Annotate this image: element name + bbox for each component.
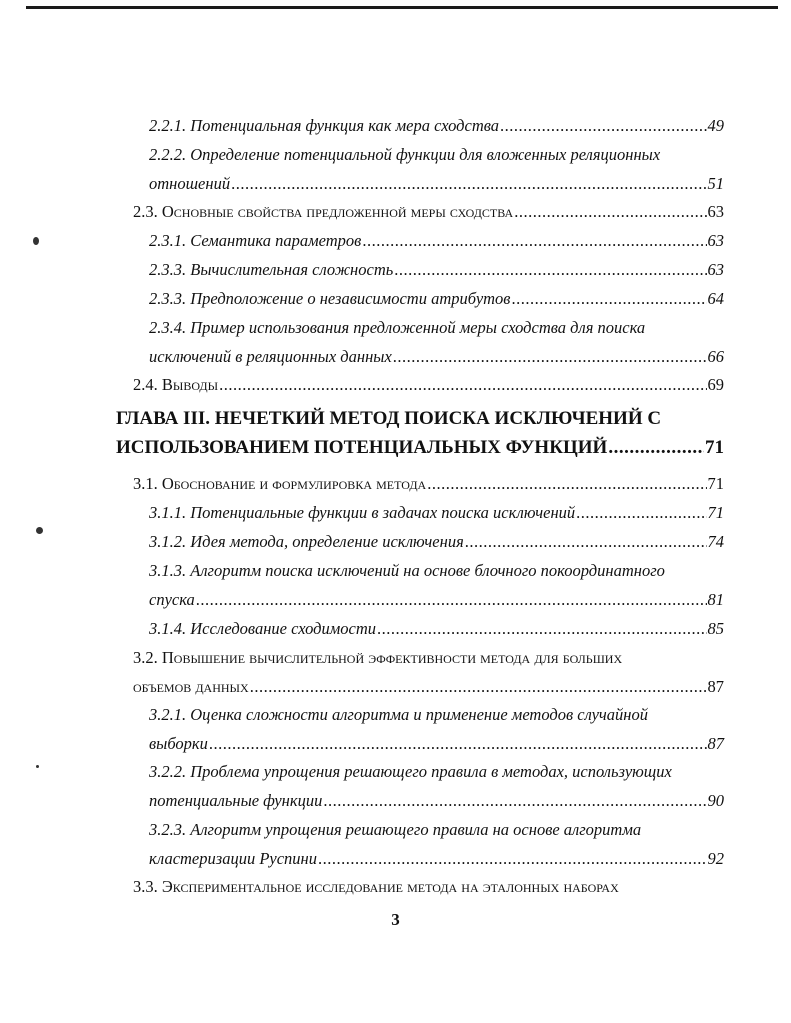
toc-entry-title: 2.3.1. Семантика параметров (149, 231, 362, 250)
toc-entry[interactable] (149, 313, 724, 371)
toc-entry-title: 2.2.1. Потенциальная функция как мера сходства (149, 116, 500, 135)
toc-page-number: 71 (707, 474, 724, 493)
scan-speck (36, 527, 43, 534)
toc-entry-title: 3.2.2. Проблема упрощения решающего правила в методах, использующих (149, 762, 672, 781)
toc-dot-leader (394, 255, 706, 284)
toc-page-number: 64 (707, 289, 724, 308)
toc-dot-leader (318, 844, 707, 873)
toc-chapter-heading[interactable] (116, 404, 724, 462)
toc-page-number: 85 (707, 619, 724, 638)
toc-entry-title: 3.1.4. Исследование сходимости (149, 619, 377, 638)
toc-page-number: 87 (707, 677, 724, 696)
toc-entry[interactable] (133, 643, 724, 701)
toc-entry-title: 3.1.2. Идея метода, определение исключения (149, 532, 464, 551)
toc-entry-title: 2.4. Выводы (133, 375, 219, 394)
toc-dot-leader (511, 284, 706, 313)
toc-entry-title: 3.2.1. Оценка сложности алгоритма и применение методов случайной (149, 705, 648, 724)
toc-entry-title: 3.1. Обоснование и формулировка метода (133, 474, 427, 493)
toc-entry[interactable] (149, 111, 724, 140)
toc-chapter-title-continued: ИСПОЛЬЗОВАНИЕМ ПОТЕНЦИАЛЬНЫХ ФУНКЦИЙ (116, 437, 608, 458)
scan-speck (33, 237, 39, 245)
toc-entry[interactable] (149, 140, 724, 198)
toc-entry[interactable] (149, 527, 724, 556)
toc-entry-title: 2.2.2. Определение потенциальной функции для вложенных реляционных (149, 145, 661, 164)
toc-page-number: 69 (707, 375, 724, 394)
toc-entry-title-continued: выборки (149, 734, 208, 753)
toc-page-number: 49 (707, 116, 724, 135)
toc-page-number: 66 (707, 347, 724, 366)
toc-dot-leader (250, 672, 707, 701)
toc-page-number: 63 (707, 202, 724, 221)
toc-entry-title-continued: объемов данных (133, 677, 249, 696)
toc-entry[interactable] (133, 872, 724, 901)
toc-dot-leader (362, 226, 706, 255)
toc-entry[interactable] (149, 614, 724, 643)
toc-entry-title: 3.2.3. Алгоритм упрощения решающего правила на основе алгоритма (149, 820, 642, 839)
toc-page-number: 63 (707, 231, 724, 250)
toc-dot-leader (196, 585, 707, 614)
toc-dot-leader (576, 498, 706, 527)
scan-speck (36, 765, 39, 768)
toc-dot-leader (427, 469, 706, 498)
toc-entry-title: 3.2. Повышение вычислительной эффективности метода для больших (133, 648, 623, 667)
page-number: 3 (391, 910, 400, 929)
toc-dot-leader (219, 370, 706, 399)
toc-entry-title-continued: спуска (149, 590, 195, 609)
toc-entry-title: 3.1.1. Потенциальные функции в задачах поиска исключений (149, 503, 576, 522)
toc-page-number: 63 (707, 260, 724, 279)
toc-entry[interactable] (149, 226, 724, 255)
toc-entry[interactable] (149, 498, 724, 527)
toc-entry[interactable] (149, 284, 724, 313)
toc-entry-title: 2.3.3. Предположение о независимости атрибутов (149, 289, 511, 308)
toc-chapter-title: ГЛАВА III. НЕЧЕТКИЙ МЕТОД ПОИСКА ИСКЛЮЧЕНИЙ С (116, 408, 662, 429)
toc-entry-title: 2.3.3. Вычислительная сложность (149, 260, 394, 279)
toc-entry-title: 2.3.4. Пример использования предложенной меры сходства для поиска (149, 318, 646, 337)
toc-dot-leader (393, 342, 707, 371)
toc-entry[interactable] (149, 556, 724, 614)
toc-dot-leader (323, 786, 706, 815)
toc-entry[interactable] (149, 757, 724, 815)
toc-dot-leader (209, 729, 707, 758)
toc-entry-title-continued: потенциальные функции (149, 791, 323, 810)
toc-dot-leader (608, 433, 704, 462)
toc-entry[interactable] (133, 370, 724, 399)
toc-page-number: 81 (707, 590, 724, 609)
toc-entry[interactable] (149, 815, 724, 873)
toc-entry-title: 2.3. Основные свойства предложенной меры сходства (133, 202, 514, 221)
toc-entry[interactable] (149, 700, 724, 758)
toc-entry-title-continued: отношений (149, 174, 231, 193)
toc-page-number: 51 (707, 174, 724, 193)
toc-dot-leader (500, 111, 706, 140)
top-scan-rule (26, 6, 778, 9)
toc-page-number: 71 (707, 503, 724, 522)
toc-page-number: 74 (707, 532, 724, 551)
toc-entry[interactable] (133, 469, 724, 498)
toc-entry-title-continued: исключений в реляционных данных (149, 347, 392, 366)
toc-entry-title-continued: кластеризации Руспини (149, 849, 317, 868)
toc-page-number: 71 (705, 437, 724, 458)
toc-page-number: 92 (707, 849, 724, 868)
toc-page-number: 90 (707, 791, 724, 810)
toc-dot-leader (377, 614, 706, 643)
toc-entry-title: 3.1.3. Алгоритм поиска исключений на основе блочного покоординатного (149, 561, 665, 580)
toc-dot-leader (514, 197, 706, 226)
toc-entry[interactable] (149, 255, 724, 284)
toc-entry-title: 3.3. Экспериментальное исследование метода на эталонных наборах (133, 877, 619, 896)
toc-dot-leader (231, 169, 706, 198)
toc-entry[interactable] (133, 197, 724, 226)
toc-page-number: 87 (707, 734, 724, 753)
toc-dot-leader (465, 527, 707, 556)
